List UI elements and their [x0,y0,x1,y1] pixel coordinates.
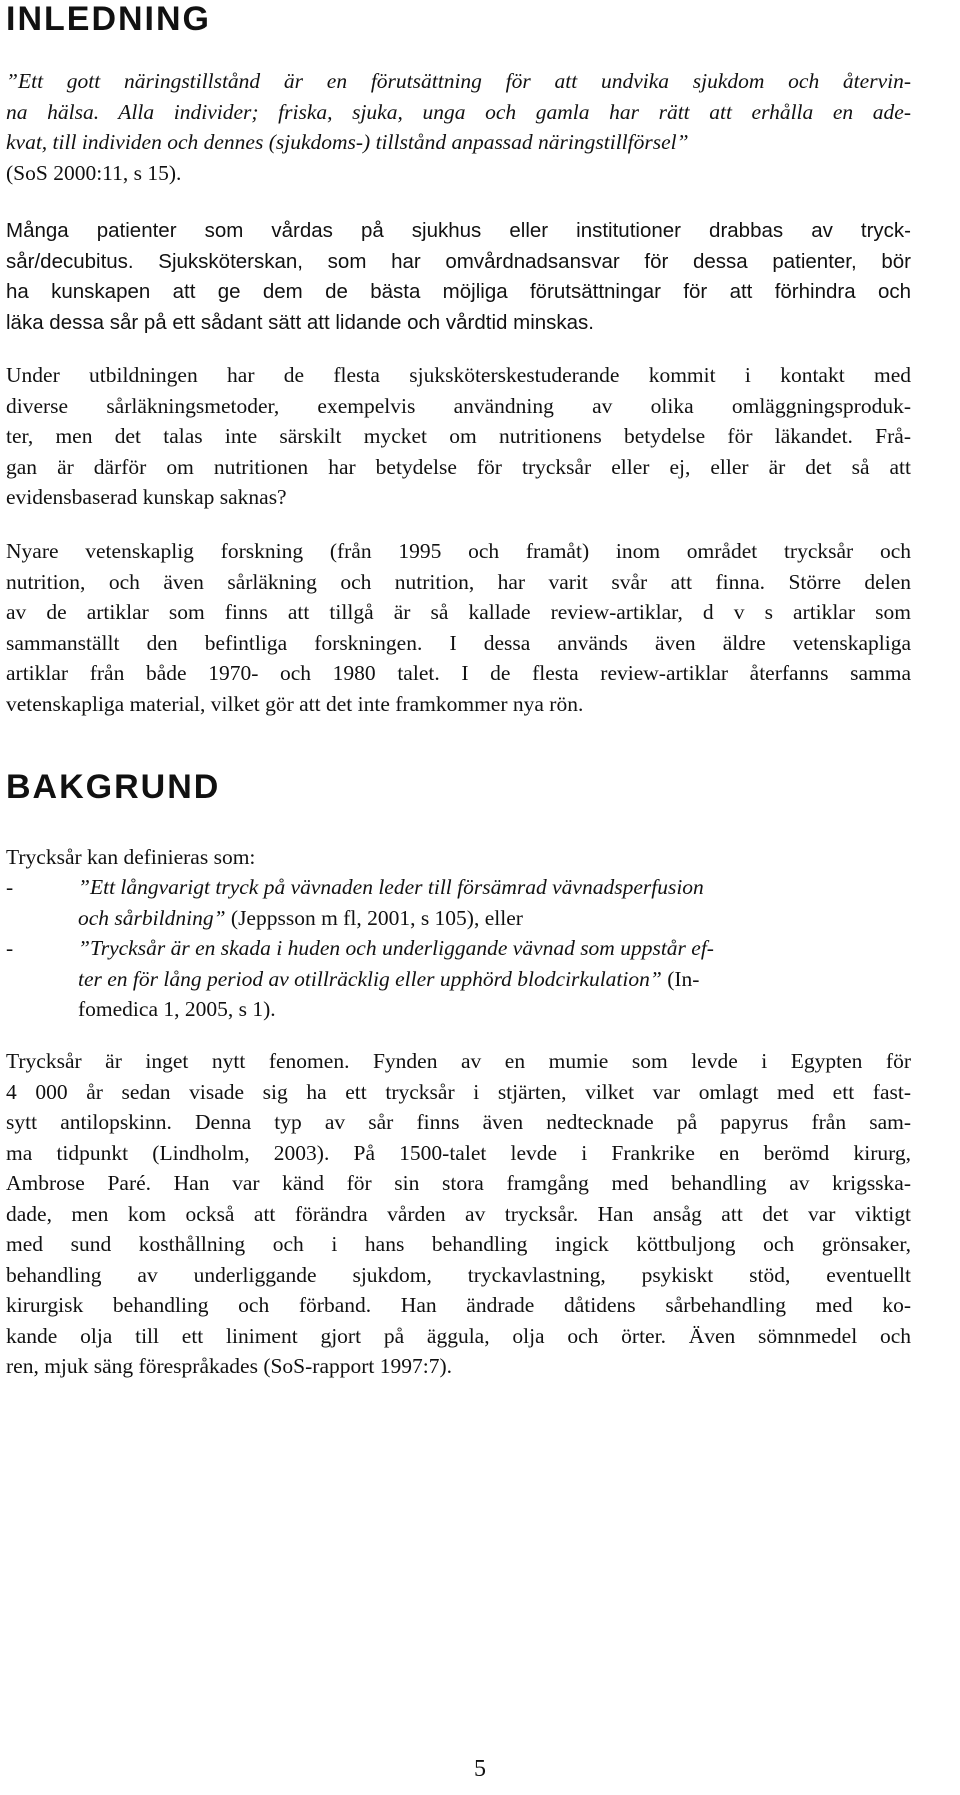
paragraph-line: vetenskapliga material, vilket gör att det inte framkommer nya rön. [6,691,584,716]
paragraph-line: sammanställt den befintliga forskningen. I dessa används även äldre vetenskapliga [6,630,911,655]
paragraph-line: behandling av underliggande sjukdom, tryckavlastning, psykiskt stöd, eventuellt [6,1262,911,1287]
definition-text: ”Ett långvarigt tryck på vävnaden leder till försämrad vävnadsperfusion [78,875,704,899]
quote-line: kvat, till individen och dennes (sjukdoms-) tillstånd anpassad näringstillförsel” [6,130,689,154]
paragraph-line: nutrition, och även sårläkning och nutrition, har varit svår att finna. Större delen [6,569,911,594]
paragraph-line: Under utbildningen har de flesta sjuksköterskestuderande kommit i kontakt med [6,363,911,387]
section-heading-inledning: INLEDNING [6,0,211,38]
paragraph-line: Nyare vetenskaplig forskning (från 1995 och framåt) inom området trycksår och [6,539,911,563]
quote-line: ”Ett gott näringstillstånd är en förutsättning för att undvika sjukdom och återvin- [6,69,911,93]
paragraph-line: Trycksår är inget nytt fenomen. Fynden av en mumie som levde i Egypten för [6,1049,911,1073]
list-dash: - [6,875,14,899]
definition-list [6,872,911,1025]
paragraph-line: av de artiklar som finns att tillgå är så kallade review-artiklar, d v s artiklar som [6,600,911,624]
paragraph-line: kirurgisk behandling och förband. Han ändrade dåtidens sårbehandling med ko- [6,1293,911,1317]
paragraph-research [6,536,911,719]
definition-text: ”Trycksår är en skada i huden och underliggande vävnad som uppstår ef- [78,936,714,960]
paragraph-line: artiklar från både 1970- och 1980 talet. I de flesta review-artiklar återfanns samma [6,661,911,685]
paragraph-line: diverse sårläkningsmetoder, exempelvis användning av olika omläggningsproduk- [6,393,911,418]
paragraph-line: gan är därför om nutritionen har betydelse för trycksår eller ej, eller är det så att [6,454,911,479]
paragraph-line: Ambrose Paré. Han var känd för sin stora framgång med behandling av krigsska- [6,1171,911,1195]
list-item [6,933,911,1025]
paragraph-line: Många patienter som vårdas på sjukhus eller institutioner drabbas av tryck- [6,219,911,242]
list-item [6,872,911,933]
definition-citation: (In- [661,966,700,991]
opening-quote [6,66,911,188]
paragraph-history [6,1046,911,1382]
definition-citation: (Jeppsson m fl, 2001, s 105), eller [225,905,523,930]
definition-intro: Trycksår kan definieras som: [6,845,256,869]
definition-text: ter en för lång period av otillräcklig eller upphörd blodcirkulation” [78,966,662,991]
paragraph-line: ter, men det talas inte särskilt mycket om nutritionens betydelse för läkandet. Frå- [6,424,911,448]
quote-line: na hälsa. Alla individer; friska, sjuka, unga och gamla har rätt att erhålla en ade- [6,99,911,124]
paragraph-line: 4 000 år sedan visade sig ha ett trycksår i stjärten, vilket var omlagt med ett fast- [6,1079,911,1104]
page-number: 5 [474,1756,486,1782]
paragraph-line: sytt antilopskinn. Denna typ av sår finns även nedtecknade på papyrus från sam- [6,1110,911,1134]
paragraph-line: ma tidpunkt (Lindholm, 2003). På 1500-talet levde i Frankrike en berömd kirurg, [6,1140,911,1165]
paragraph-pressure-ulcers [6,216,911,338]
paragraph-line: evidensbaserad kunskap saknas? [6,485,287,509]
paragraph-line: läka dessa sår på ett sådant sätt att lidande och vårdtid minskas. [6,310,594,334]
list-dash: - [6,936,14,960]
paragraph-line: sår/decubitus. Sjuksköterskan, som har omvårdnadsansvar för dessa patienter, bör [6,249,911,273]
paragraph-line: kande olja till ett liniment gjort på äggula, olja och örter. Även sömnmedel och [6,1323,911,1348]
paragraph-line: ren, mjuk säng förespråkades (SoS-rapport 1997:7). [6,1354,453,1378]
definition-citation: fomedica 1, 2005, s 1). [78,997,276,1021]
paragraph-education [6,360,911,513]
quote-citation: (SoS 2000:11, s 15). [6,160,182,185]
section-heading-bakgrund: BAKGRUND [6,768,221,806]
paragraph-line: dade, men kom också att förändra vården av trycksår. Han ansåg att det var viktigt [6,1201,911,1226]
paragraph-line: ha kunskapen att ge dem de bästa möjliga förutsättningar för att förhindra och [6,280,911,303]
definition-text: och sårbildning” [78,905,226,930]
paragraph-line: med sund kosthållning och i hans behandling ingick köttbuljong och grönsaker, [6,1232,911,1256]
